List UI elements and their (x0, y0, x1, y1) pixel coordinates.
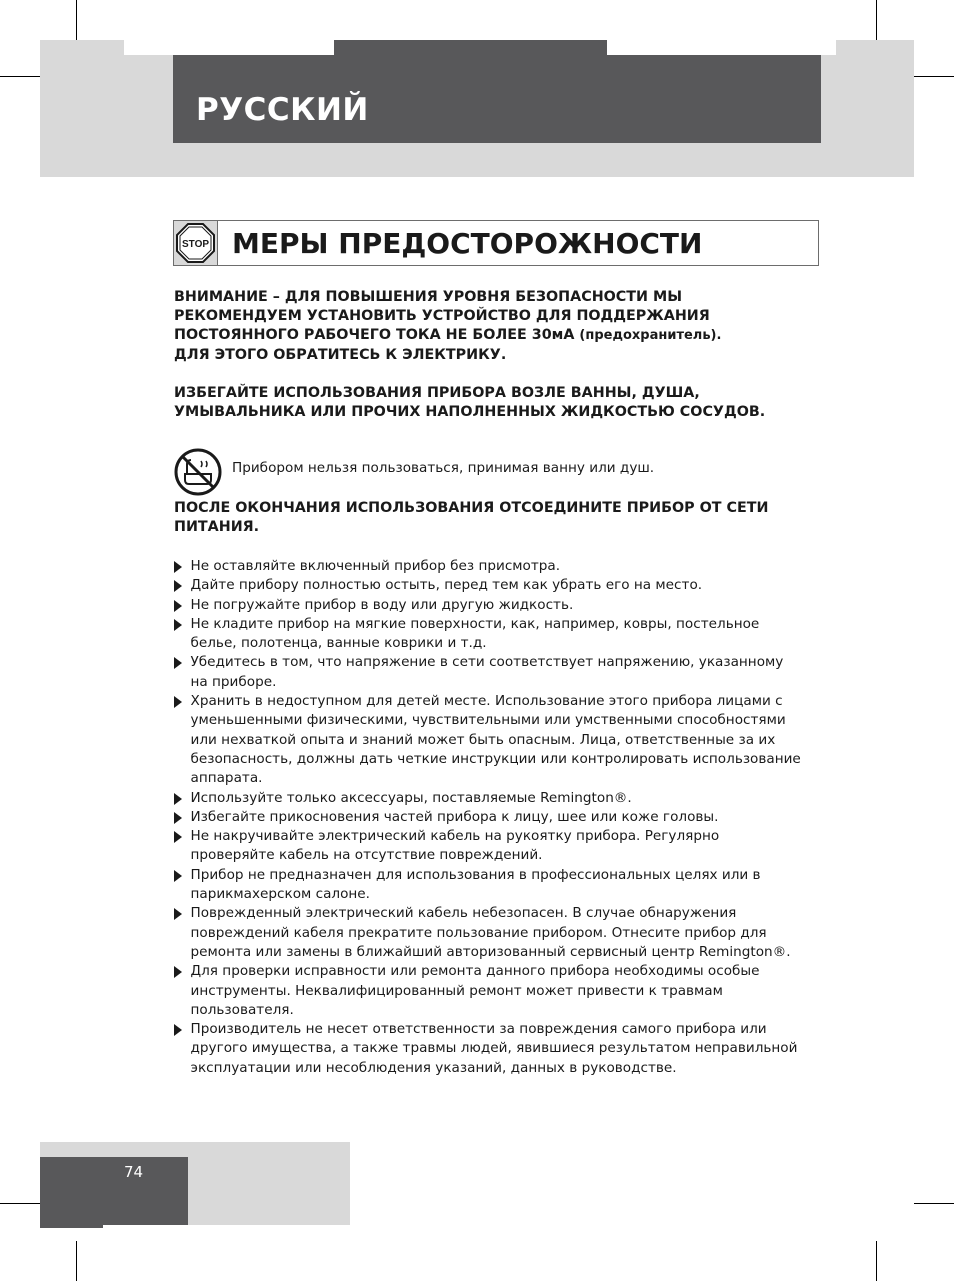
rcd-warning (174, 288, 814, 365)
bullet-arrow-icon (174, 908, 182, 920)
unplug-warning: ПОСЛЕ ОКОНЧАНИЯ ИСПОЛЬЗОВАНИЯ ОТСОЕДИНИТЕ ПРИБОР ОТ СЕТИ ПИТАНИЯ. (174, 500, 769, 536)
no-bath-icon (173, 447, 223, 497)
section-title: МЕРЫ ПРЕДОСТОРОЖНОСТИ (232, 227, 703, 260)
footer-page-tab-edge (40, 1225, 103, 1228)
crop-mark (914, 76, 954, 77)
stop-sign-icon (174, 221, 217, 265)
crop-mark (0, 76, 40, 77)
list-item: Производитель не несет ответственности за повреждения самого прибора или другого имущества, а также травмы людей, явившиеся результатом неправильной эксплуатации или несоблюдения указаний, данных в руководстве. (174, 1020, 804, 1078)
list-item: Не кладите прибор на мягкие поверхности, как, например, ковры, постельное белье, полотенца, ванные коврики и т.д. (174, 615, 804, 654)
precautions-list (174, 557, 804, 1078)
header-band-tab (334, 40, 607, 55)
list-item: Прибор не предназначен для использования в профессиональных целях или в парикмахерском салоне. (174, 866, 804, 905)
rcd-warning-main: ВНИМАНИЕ – ДЛЯ ПОВЫШЕНИЯ УРОВНЯ БЕЗОПАСНОСТИ МЫ РЕКОМЕНДУЕМ УСТАНОВИТЬ УСТРОЙСТВО ДЛЯ ПОДДЕРЖАНИЯ ПОСТОЯННОГО РАБОЧЕГО ТОКА НЕ БОЛЕЕ 30мА (174, 289, 710, 344)
list-item: Избегайте прикосновения частей прибора к лицу, шее или коже головы. (174, 808, 804, 827)
bullet-arrow-icon (174, 580, 182, 592)
bullet-arrow-icon (174, 619, 182, 631)
list-item: Для проверки исправности или ремонта данного прибора необходимы особые инструменты. Неквалифицированный ремонт может привести к травмам пользователя. (174, 962, 804, 1020)
header-band-notch (124, 40, 334, 55)
rcd-warning-paren: (предохранитель). (579, 328, 722, 344)
bullet-arrow-icon (174, 831, 182, 843)
list-item: Убедитесь в том, что напряжение в сети соответствует напряжению, указанному на приборе. (174, 653, 804, 692)
stop-label: STOP (181, 239, 210, 250)
list-item: Поврежденный электрический кабель небезопасен. В случае обнаружения повреждений кабеля прекратите пользование прибором. Отнесите прибор для ремонта или замены в ближайший авторизованный сервисный центр Remington®. (174, 904, 804, 962)
rcd-warning-tail: ДЛЯ ЭТОГО ОБРАТИТЕСЬ К ЭЛЕКТРИКУ. (174, 346, 507, 363)
crop-mark (876, 0, 877, 40)
list-item: Дайте прибору полностью остыть, перед тем как убрать его на место. (174, 576, 804, 595)
bullet-arrow-icon (174, 812, 182, 824)
bullet-arrow-icon (174, 561, 182, 573)
footer-page-tab (40, 1157, 188, 1225)
no-bath-note: Прибором нельзя пользоваться, принимая ванну или душ. (232, 460, 655, 476)
list-item: Не накручивайте электрический кабель на рукоятку прибора. Регулярно проверяйте кабель на отсутствие повреждений. (174, 827, 804, 866)
stop-cell (174, 221, 218, 265)
bullet-arrow-icon (174, 870, 182, 882)
crop-mark (876, 1241, 877, 1281)
crop-mark (914, 1203, 954, 1204)
bullet-arrow-icon (174, 696, 182, 708)
list-item: Хранить в недоступном для детей месте. Использование этого прибора лицами с уменьшенными физическими, чувствительными или умственными способностями или нехваткой опыта и знаний может быть опасным. Лица, ответственные за их безопасность, должны дать четкие инструкции или контролировать использование аппарата. (174, 692, 804, 788)
bullet-arrow-icon (174, 600, 182, 612)
crop-mark (76, 0, 77, 40)
bullet-arrow-icon (174, 657, 182, 669)
header-band-notch (607, 40, 836, 55)
bullet-arrow-icon (174, 1024, 182, 1036)
list-item: Используйте только аксессуары, поставляемые Remington®. (174, 789, 804, 808)
section-header (173, 220, 819, 266)
language-title: РУССКИЙ (196, 92, 369, 128)
crop-mark (76, 1241, 77, 1281)
list-item: Не оставляйте включенный прибор без присмотра. (174, 557, 804, 576)
bullet-arrow-icon (174, 793, 182, 805)
water-warning: ИЗБЕГАЙТЕ ИСПОЛЬЗОВАНИЯ ПРИБОРА ВОЗЛЕ ВАННЫ, ДУША, УМЫВАЛЬНИКА ИЛИ ПРОЧИХ НАПОЛНЕННЫХ ЖИДКОСТЬЮ СОСУДОВ. (174, 385, 766, 421)
crop-mark (0, 1203, 40, 1204)
bullet-arrow-icon (174, 966, 182, 978)
page-number: 74 (124, 1163, 144, 1181)
list-item: Не погружайте прибор в воду или другую жидкость. (174, 596, 804, 615)
